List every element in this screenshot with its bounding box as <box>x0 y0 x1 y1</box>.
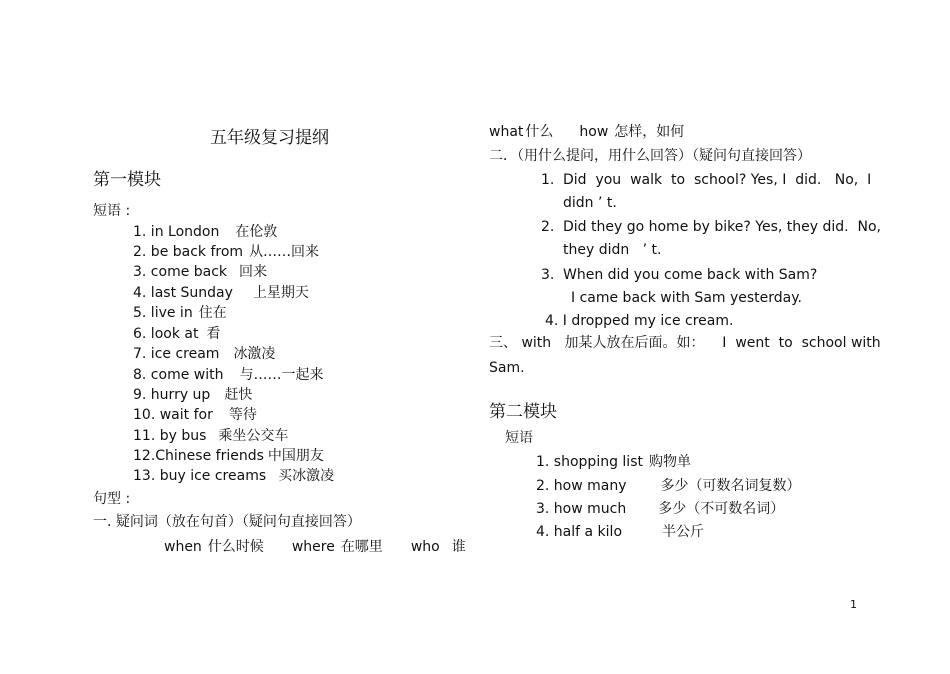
list-item: 6. look at 看 <box>133 326 221 342</box>
section-one-heading: 一. 疑问词（放在句首）（疑问句直接回答） <box>93 514 361 530</box>
list-item: 1. in London 在伦敦 <box>133 224 278 240</box>
list-item: 4. I dropped my ice cream. <box>545 313 734 329</box>
list-item: 7. ice cream 冰激凌 <box>133 346 276 362</box>
list-item-cont: they didn ’ t. <box>563 242 662 258</box>
section-three-line1: 三、 with 加某人放在后面。如： I went to school with <box>489 335 881 351</box>
list-item: 2. how many 多少（可数名词复数） <box>536 478 801 494</box>
list-item: 3. how much 多少（不可数名词） <box>536 501 785 517</box>
list-item: Did they go home by bike? Yes, they did. No, <box>563 219 881 235</box>
list-item: 11. by bus 乘坐公交车 <box>133 428 289 444</box>
page-number: 1 <box>850 598 857 611</box>
list-item-cont: didn ’ t. <box>563 195 617 211</box>
list-item: 5. live in 住在 <box>133 305 227 321</box>
list-item: 10. wait for 等待 <box>133 407 257 423</box>
module2-heading: 第二模块 <box>489 402 557 422</box>
list-item-number: 1. <box>541 172 555 188</box>
list-item: Did you walk to school? Yes, I did. No, I <box>563 172 872 188</box>
list-item: 1. shopping list 购物单 <box>536 454 691 470</box>
list-item-number: 2. <box>541 219 555 235</box>
list-item: 2. be back from 从……回来 <box>133 244 320 260</box>
list-item: 3. come back 回来 <box>133 264 268 280</box>
list-item: When did you come back with Sam? <box>563 267 818 283</box>
question-words-row: when 什么时候 where 在哪里 who 谁 <box>164 539 466 555</box>
phrases-label: 短语 <box>505 430 533 446</box>
question-words-row-cont: what 什么 how 怎样，如何 <box>489 124 685 140</box>
page-title: 五年级复习提纲 <box>210 128 329 148</box>
phrases-label: 短语 : <box>93 203 131 219</box>
list-item-number: 3. <box>541 267 555 283</box>
list-item: 12.Chinese friends 中国朋友 <box>133 448 324 464</box>
module1-heading: 第一模块 <box>93 170 161 190</box>
list-item: 4. last Sunday 上星期天 <box>133 285 309 301</box>
section-two-heading: 二．（用什么提问，用什么回答）（疑问句直接回答） <box>489 148 811 164</box>
list-item: 8. come with 与……一起来 <box>133 367 324 383</box>
list-item: 13. buy ice creams 买冰激凌 <box>133 468 335 484</box>
list-item: 9. hurry up 赶快 <box>133 387 253 403</box>
sentence-label: 句型 : <box>93 491 131 507</box>
list-item-cont: I came back with Sam yesterday. <box>571 290 802 306</box>
list-item: 4. half a kilo 半公斤 <box>536 524 705 540</box>
section-three-line2: Sam. <box>489 360 525 376</box>
